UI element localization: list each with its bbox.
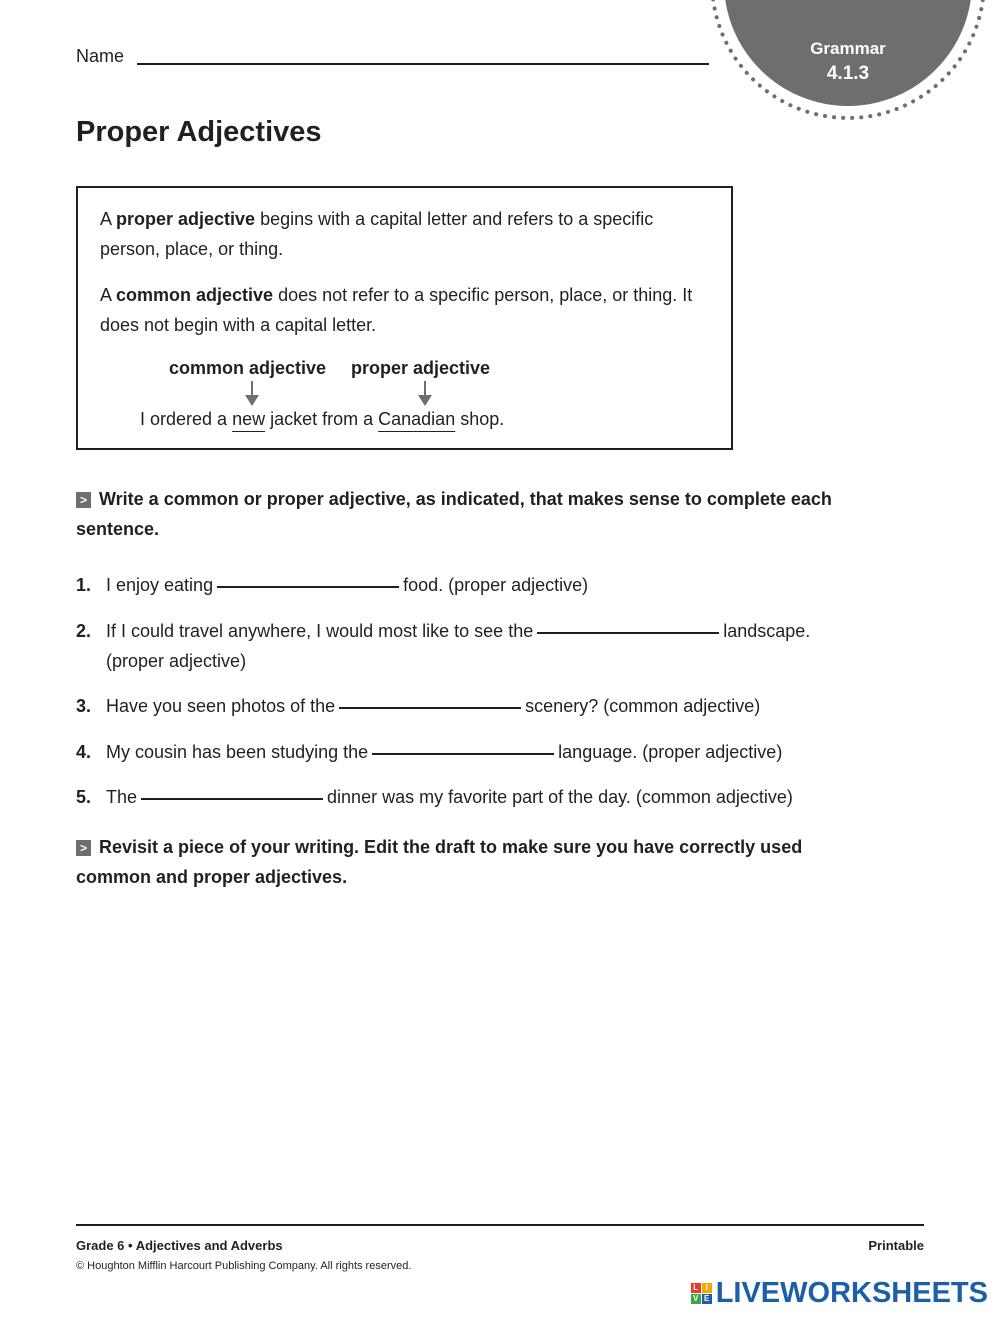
answer-blank[interactable] [372,752,554,755]
name-field[interactable] [137,63,709,65]
example-proper-word: Canadian [378,409,456,429]
down-arrow-icon [418,381,432,407]
item-text: dinner was my favorite part of the day. (common adjective) [327,787,793,807]
answer-blank[interactable] [217,585,399,588]
example-text: I ordered a [140,409,233,429]
item-number: 3. [76,696,92,716]
item-number: 4. [76,742,92,762]
footer-printable: Printable [868,1238,924,1253]
definition-box [76,186,733,450]
logo-cube: E [702,1294,712,1304]
example-common-label: common adjective [169,358,327,378]
example-common-word: new [232,409,266,429]
item-text: The [106,787,138,807]
answer-blank[interactable] [537,631,719,634]
item-text: language. (proper adjective) [558,742,783,762]
definition-term: proper adjective [116,209,256,229]
instruction-write [76,484,836,544]
logo-cube: L [691,1283,701,1293]
copyright: © Houghton Mifflin Harcourt Publishing Company. All rights reserved. [76,1260,412,1272]
logo-cubes-icon [691,1283,712,1304]
definition-text: begins with a capital letter and refers to a specific person, place, or thing. [100,209,654,259]
item-number: 1. [76,575,92,595]
answer-blank[interactable] [339,706,521,709]
item-text: landscape. (proper adjective) [106,621,811,671]
list-item [76,782,856,812]
definition-text: A [100,285,117,305]
item-number: 2. [76,621,92,641]
badge-label: Grammar [810,39,886,58]
badge-number: 4.1.3 [826,63,870,84]
instruction-revisit [76,832,836,892]
definition-term: common adjective [116,285,274,305]
item-text: food. (proper adjective) [403,575,589,595]
common-adjective-definition [100,280,710,340]
page-title: Proper Adjectives [76,116,322,148]
item-text: If I could travel anywhere, I would most like to see the [106,621,534,641]
footer-divider [76,1224,924,1226]
logo-text: LIVEWORKSHEETS [715,1276,988,1309]
example-sentence [140,409,504,430]
down-arrow-icon [245,381,259,407]
item-text: I enjoy eating [106,575,214,595]
instruction-text: Write a common or proper adjective, as indicated, that makes sense to complete each sentence. [76,489,832,539]
arrow-right-icon: > [76,840,91,856]
example-text: jacket from a [265,409,379,429]
logo-cube: I [702,1283,712,1293]
definition-text: does not refer to a specific person, place, or thing. It does not begin with a capital letter. [100,285,693,335]
item-text: My cousin has been studying the [106,742,369,762]
logo-cube: V [691,1294,701,1304]
proper-adjective-definition [100,204,710,264]
liveworksheets-logo [691,1278,988,1308]
definition-text: A [100,209,117,229]
item-number: 5. [76,787,92,807]
answer-blank[interactable] [141,797,323,800]
item-text: scenery? (common adjective) [525,696,761,716]
instruction-text: Revisit a piece of your writing. Edit the draft to make sure you have correctly used common and proper adjectives. [76,837,803,887]
item-text: Have you seen photos of the [106,696,336,716]
footer-grade: Grade 6 • Adjectives and Adverbs [76,1238,283,1253]
list-item [76,570,856,600]
example-text: shop. [455,409,505,429]
example-proper-label: proper adjective [351,358,491,378]
grammar-badge [710,0,986,122]
list-item [76,737,856,767]
list-item [76,616,856,676]
name-label: Name [76,46,125,66]
list-item [76,691,856,721]
arrow-right-icon: > [76,492,91,508]
